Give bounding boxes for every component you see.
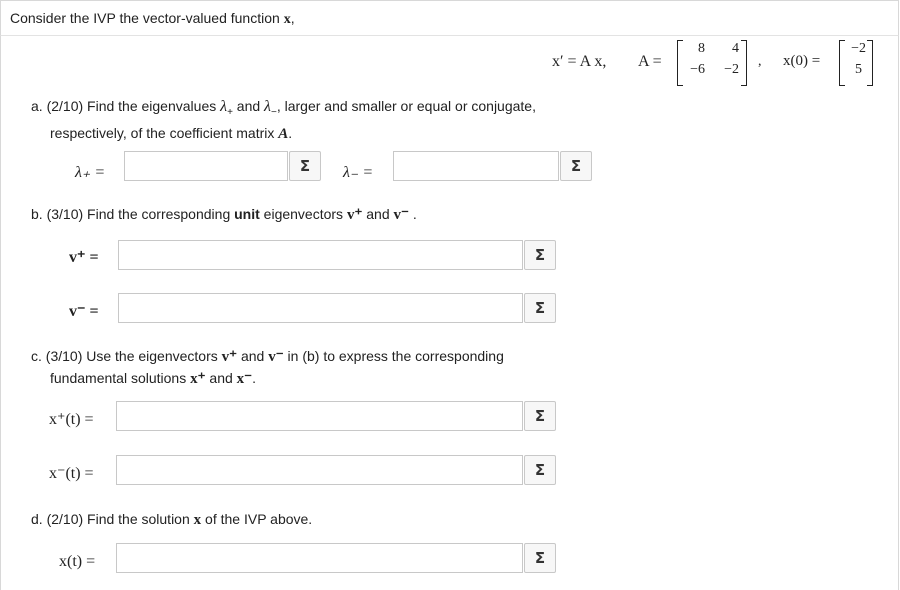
part-a-instructions: a. (2/10) Find the eigenvalues $\lambda_+$ and $\lambda_-$, larger and smaller or equal or conjugate, respectively, of the coefficient matrix A.: [31, 98, 536, 142]
x0-cell: 5: [855, 62, 862, 77]
lambda-minus-input[interactable]: [393, 151, 559, 181]
initial-condition-label: x(0) =: [783, 53, 821, 69]
x-plus-sigma-button[interactable]: [524, 401, 556, 431]
sigma-icon: Σ: [534, 246, 546, 264]
ode-lhs: x′ = A x,: [552, 53, 607, 70]
part-b-instructions: b. (3/10) Find the corresponding unit eigenvectors v⁺ and v⁻ .: [31, 206, 417, 223]
prompt-variable: x: [283, 12, 291, 27]
sigma-icon: Σ: [534, 299, 546, 317]
lambda-minus-label: λ₋ =: [343, 164, 374, 181]
matrix-a-label: A =: [638, 53, 662, 70]
x-minus-label: x⁻(t) =: [49, 465, 94, 482]
v-minus-input[interactable]: [118, 293, 523, 323]
v-plus-input[interactable]: [118, 240, 523, 270]
sigma-icon: Σ: [570, 157, 582, 175]
x-plus-label: x⁺(t) =: [49, 411, 94, 428]
v-plus-label: v⁺ =: [69, 249, 99, 266]
lambda-plus-label: λ₊ =: [75, 164, 106, 181]
matrix-a-right-bracket: [741, 40, 747, 86]
x-plus-input[interactable]: [116, 401, 523, 431]
part-c-instructions: c. (3/10) Use the eigenvectors v⁺ and v⁻ in (b) to express the corresponding fundamental solutions x⁺ and x⁻.: [31, 348, 504, 387]
part-d-instructions: d. (2/10) Find the solution x of the IVP above.: [31, 511, 313, 528]
lambda-plus-input[interactable]: [124, 151, 288, 181]
sigma-icon: Σ: [534, 407, 546, 425]
matrix-a-cell: 8: [698, 41, 705, 56]
sigma-icon: Σ: [534, 549, 546, 567]
lambda-minus-sigma-button[interactable]: [560, 151, 592, 181]
v-minus-sigma-button[interactable]: [524, 293, 556, 323]
matrix-a-cell: −2: [724, 62, 739, 77]
v-minus-label: v⁻ =: [69, 303, 99, 320]
x-solution-sigma-button[interactable]: [524, 543, 556, 573]
x-solution-input[interactable]: [116, 543, 523, 573]
v-plus-sigma-button[interactable]: [524, 240, 556, 270]
x-minus-sigma-button[interactable]: [524, 455, 556, 485]
x0-right-bracket: [867, 40, 873, 86]
x0-cell: −2: [851, 41, 866, 56]
sigma-icon: Σ: [299, 157, 311, 175]
matrix-a-cell: −6: [690, 62, 705, 77]
question-header: [0, 0, 899, 36]
prompt-comma: ,: [290, 10, 295, 26]
question-prompt: [10, 10, 295, 28]
lambda-plus-sigma-button[interactable]: [289, 151, 321, 181]
equation-comma: ,: [758, 54, 762, 69]
prompt-text: Consider the IVP the vector-valued function: [10, 10, 280, 26]
question-body: [0, 36, 899, 590]
matrix-a-cell: 4: [732, 41, 739, 56]
x-minus-input[interactable]: [116, 455, 523, 485]
x-solution-label: x(t) =: [59, 553, 96, 570]
sigma-icon: Σ: [534, 461, 546, 479]
